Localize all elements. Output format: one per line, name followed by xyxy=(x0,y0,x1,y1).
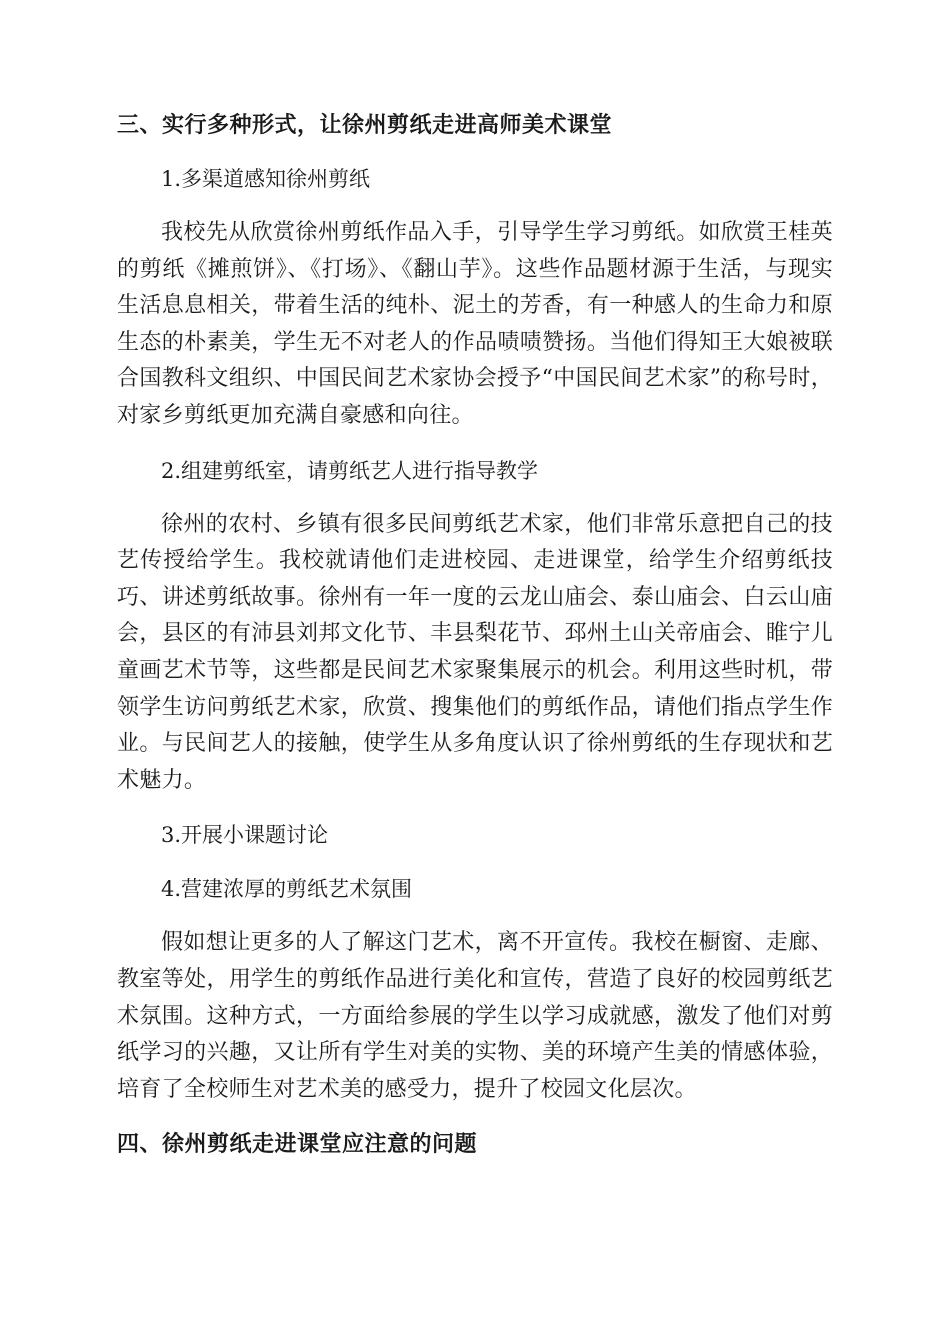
item1-title: 1.多渠道感知徐州剪纸 xyxy=(161,167,371,191)
item4-title: 4.营建浓厚的剪纸艺术氛围 xyxy=(161,877,413,902)
document-page xyxy=(117,107,833,1162)
item3-title: 3.开展小课题讨论 xyxy=(161,823,329,848)
section3-heading: 三、实行多种形式，让徐州剪纸走进高师美术课堂 xyxy=(117,112,613,138)
section4-heading: 四、徐州剪纸走进课堂应注意的问题 xyxy=(117,1131,478,1158)
item2-title: 2.组建剪纸室，请剪纸艺人进行指导教学 xyxy=(161,458,539,483)
item1-paragraph: 我校先从欣赏徐州剪纸作品入手，引导学生学习剪纸。如欣赏王桂英的剪纸《摊煎饼》、《打场》、《翻山芋》。这些作品题材源于生活，与现实生活息息相关，带着生活的纯朴、泥土的芳香，有一种感人的生命力和原生态的朴素美，学生无不对老人的作品啧啧赞扬。当他们得知王大娘被联合国教科文组织、中国民间艺术家协会授予“中国民间艺术家”的称号时，对家乡剪纸更加充满自豪感和向往。 xyxy=(117,220,833,428)
item4-paragraph: 假如想让更多的人了解这门艺术，离不开宣传。我校在橱窗、走廊、教室等处，用学生的剪纸作品进行美化和宣传，营造了良好的校园剪纸艺术氛围。这种方式，一方面给参展的学生以学习成就感，激发了他们对剪纸学习的兴趣，又让所有学生对美的实物、美的环境产生美的情感体验，培育了全校师生对艺术美的感受力，提升了校园文化层次。 xyxy=(117,930,833,1102)
item2-paragraph: 徐州的农村、乡镇有很多民间剪纸艺术家，他们非常乐意把自己的技艺传授给学生。我校就请他们走进校园、走进课堂，给学生介绍剪纸技巧、讲述剪纸故事。徐州有一年一度的云龙山庙会、泰山庙会、白云山庙会，县区的有沛县刘邦文化节、丰县梨花节、邳州土山关帝庙会、睢宁儿童画艺术节等，这些都是民间艺术家聚集展示的机会。利用这些时机，带领学生访问剪纸艺术家，欣赏、搜集他们的剪纸作品，请他们指点学生作业。与民间艺人的接触，使学生从多角度认识了徐州剪纸的生存现状和艺术魅力。 xyxy=(117,511,833,793)
